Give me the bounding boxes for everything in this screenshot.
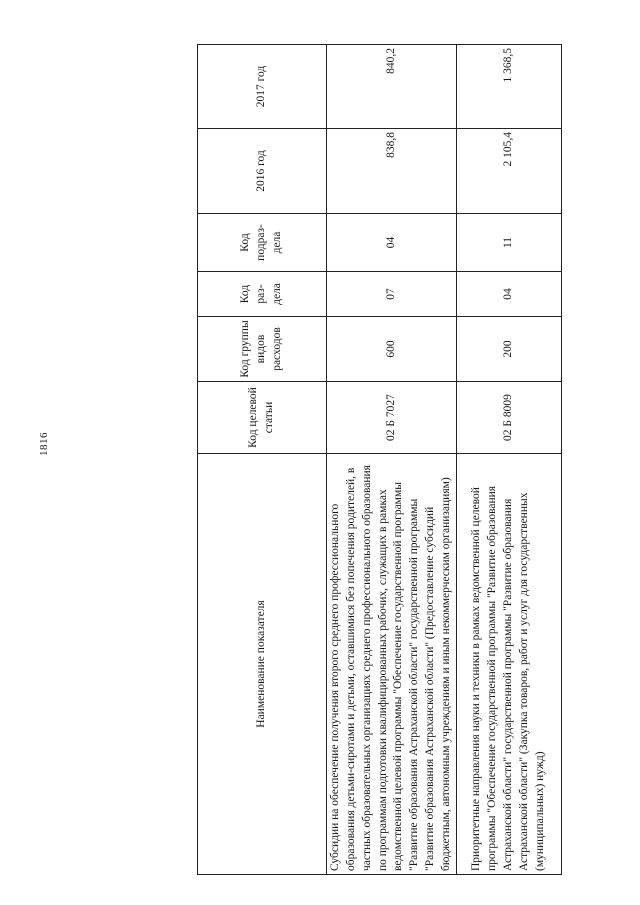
header-subsection: Код подраз-дела [198, 214, 327, 272]
row-target-code: 02 Б 7027 [327, 382, 457, 454]
page-number: 1816 [38, 432, 50, 456]
row-subsection: 11 [456, 214, 561, 272]
budget-table [197, 44, 562, 875]
header-expense-group: Код группы видов расходов [198, 317, 327, 382]
table-header-row [198, 45, 327, 875]
row-name: Субсидии на обеспечение получения второго среднего профессионального образования детьми-сиротами и детьми, оставшимися без попечения родителей, в частных образовательных организациях среднего профессионального образования по программам подготовки квалифицированных рабочих, служащих в рамках ведомственной целевой программы "Обеспечение государственной программы "Развитие образования Астраханской области" государственной программы "Развитие образования Астраханской области" (Предоставление субсидий бюджетным, автономным учреждениям и иным некоммерческим организациям) [327, 454, 457, 875]
row-year-2016: 2 105,4 [456, 129, 561, 214]
row-year-2017: 1 368,5 [456, 45, 561, 129]
row-section: 07 [327, 272, 457, 317]
row-name: Приоритетные направления науки и техники в рамках ведомственной целевой программы "Обеспечение государственной программы "Развитие образования Астраханской области" государственной программы "Развитие образования Астраханской области" (Закупка товаров, работ и услуг для государственных (муниципальных) нужд) [456, 454, 561, 875]
table-row [327, 45, 457, 875]
row-section: 04 [456, 272, 561, 317]
header-year-2017: 2017 год [198, 45, 327, 129]
row-target-code: 02 Б 8009 [456, 382, 561, 454]
table-row [456, 45, 561, 875]
budget-table-container [197, 45, 546, 875]
row-expense-group: 600 [327, 317, 457, 382]
header-year-2016: 2016 год [198, 129, 327, 214]
row-subsection: 04 [327, 214, 457, 272]
row-year-2017: 840,2 [327, 45, 457, 129]
row-expense-group: 200 [456, 317, 561, 382]
header-section: Код раз-дела [198, 272, 327, 317]
header-target-code: Код целевой статьи [198, 382, 327, 454]
header-name: Наименование показателя [198, 454, 327, 875]
row-year-2016: 838,8 [327, 129, 457, 214]
